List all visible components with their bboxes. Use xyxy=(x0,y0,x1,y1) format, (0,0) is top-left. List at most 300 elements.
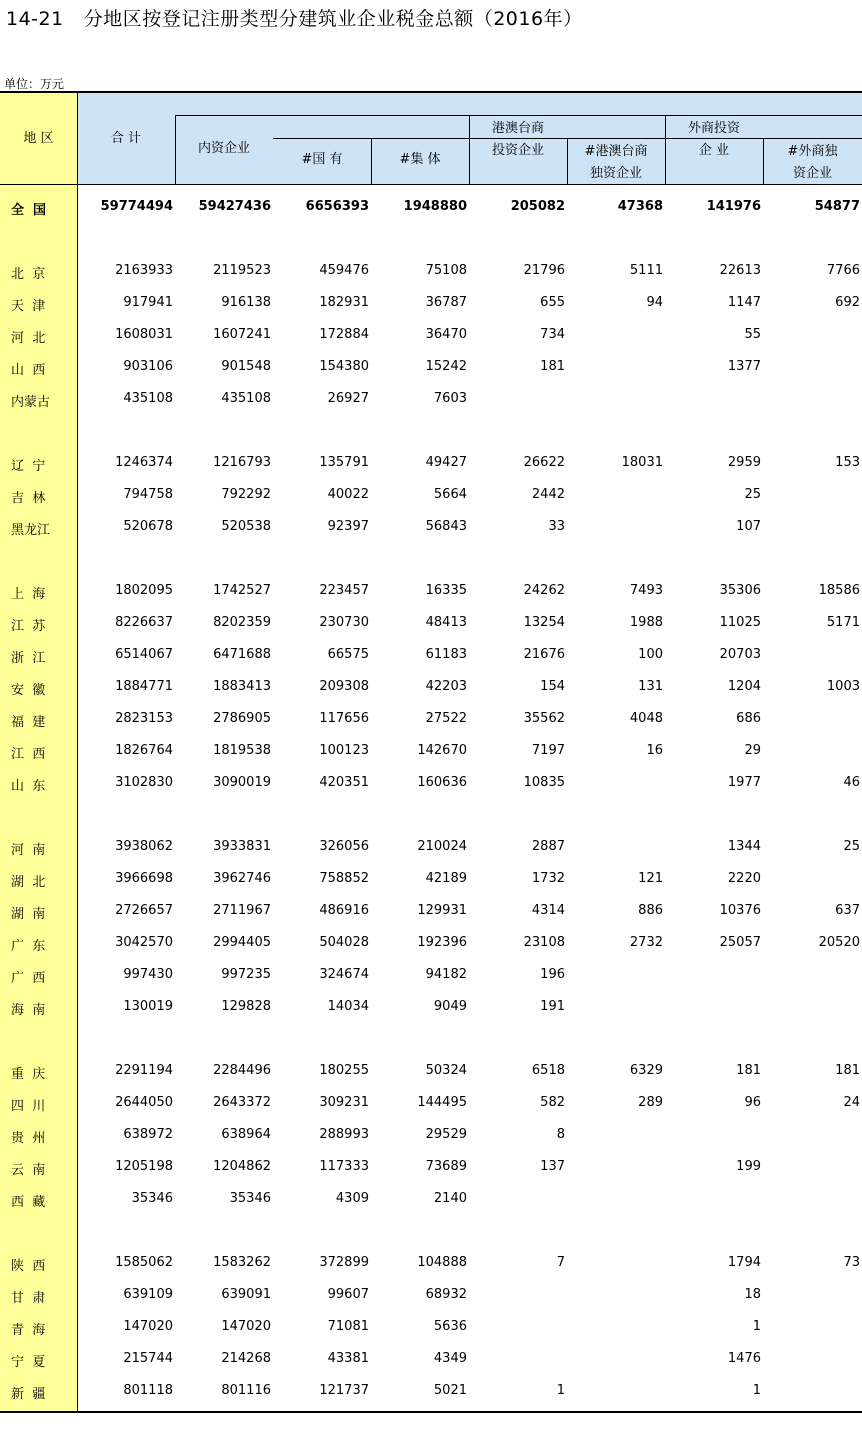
table-row xyxy=(0,671,862,703)
table-row xyxy=(0,319,862,351)
table-cell: 1977 xyxy=(727,775,761,790)
table-cell: 36787 xyxy=(425,295,467,310)
table-cell: 886 xyxy=(638,903,663,918)
table-cell: 59427436 xyxy=(198,199,271,214)
table-cell: 117656 xyxy=(319,711,369,726)
table-cell: 5664 xyxy=(433,487,467,502)
table-cell: 8202359 xyxy=(213,615,271,630)
table-cell: 372899 xyxy=(319,1255,369,1270)
table-cell: 35346 xyxy=(229,1191,271,1206)
table-cell: 47368 xyxy=(617,199,663,214)
region-name: 广 西 xyxy=(11,971,46,986)
table-row xyxy=(0,1119,862,1151)
table-row xyxy=(0,991,862,1023)
header-hmt-sole-line1: #港澳台商 xyxy=(584,144,648,159)
table-cell: 54877 xyxy=(814,199,860,214)
table-cell: 210024 xyxy=(417,839,467,854)
table-cell: 16335 xyxy=(425,583,467,598)
table-row xyxy=(0,287,862,319)
table-cell: 4314 xyxy=(531,903,565,918)
table-cell: 33 xyxy=(548,519,565,534)
table-cell: 71081 xyxy=(327,1319,369,1334)
table-cell: 1988 xyxy=(629,615,663,630)
header-hmt-sole-line2: 独资企业 xyxy=(589,166,642,182)
table-cell: 1246374 xyxy=(115,455,173,470)
table-cell: 639109 xyxy=(123,1287,173,1302)
table-cell: 24 xyxy=(843,1095,860,1110)
table-cell: 61183 xyxy=(425,647,467,662)
region-name: 内蒙古 xyxy=(11,395,51,410)
region-name: 浙 江 xyxy=(11,651,46,666)
table-row xyxy=(0,735,862,767)
table-cell: 209308 xyxy=(319,679,369,694)
table-cell: 40022 xyxy=(327,487,369,502)
table-cell: 1 xyxy=(752,1319,761,1334)
table-cell: 2119523 xyxy=(213,263,271,278)
header-foreign-sole-line2: 资企业 xyxy=(792,166,832,182)
region-name: 山 东 xyxy=(11,779,46,794)
table-cell: 25057 xyxy=(719,935,761,950)
table-row xyxy=(0,1311,862,1343)
table-cell: 2726657 xyxy=(115,903,173,918)
table-cell: 8226637 xyxy=(115,615,173,630)
table-cell: 22613 xyxy=(719,263,761,278)
table-cell: 1216793 xyxy=(213,455,271,470)
table-cell: 2711967 xyxy=(213,903,271,918)
table-cell: 692 xyxy=(835,295,860,310)
table-cell: 520538 xyxy=(221,519,271,534)
table-cell: 14034 xyxy=(327,999,369,1014)
table-cell: 1204 xyxy=(727,679,761,694)
table-cell: 7493 xyxy=(629,583,663,598)
region-name: 吉 林 xyxy=(11,491,46,506)
table-row xyxy=(0,1343,862,1375)
table-cell: 154380 xyxy=(319,359,369,374)
table-cell: 1476 xyxy=(727,1351,761,1366)
table-cell: 10376 xyxy=(719,903,761,918)
header-foreign-line2: 企 业 xyxy=(698,143,730,159)
table-cell: 5636 xyxy=(433,1319,467,1334)
table-cell: 1 xyxy=(752,1383,761,1398)
table-top-rule xyxy=(0,91,862,93)
table-cell: 2823153 xyxy=(115,711,173,726)
table-row xyxy=(0,1151,862,1183)
table-cell: 73689 xyxy=(425,1159,467,1174)
region-name: 福 建 xyxy=(11,715,46,730)
table-cell: 1205198 xyxy=(115,1159,173,1174)
table-cell: 638964 xyxy=(221,1127,271,1142)
table-cell: 46 xyxy=(843,775,860,790)
table-cell: 56843 xyxy=(425,519,467,534)
table-cell: 1585062 xyxy=(115,1255,173,1270)
table-cell: 2643372 xyxy=(213,1095,271,1110)
table-cell: 520678 xyxy=(123,519,173,534)
table-cell: 639091 xyxy=(221,1287,271,1302)
table-cell: 181 xyxy=(736,1063,761,1078)
region-name: 新 疆 xyxy=(11,1387,46,1402)
table-cell: 11025 xyxy=(719,615,761,630)
table-cell: 1794 xyxy=(727,1255,761,1270)
table-cell: 7766 xyxy=(826,263,860,278)
table-row xyxy=(0,1279,862,1311)
table-row xyxy=(0,479,862,511)
table-row xyxy=(0,1055,862,1087)
table-cell: 75108 xyxy=(425,263,467,278)
header-hmt xyxy=(469,118,567,162)
table-cell: 2284496 xyxy=(213,1063,271,1078)
table-cell: 1884771 xyxy=(115,679,173,694)
table-cell: 35346 xyxy=(131,1191,173,1206)
header-foreign-line1: 外商投资 xyxy=(687,121,740,136)
table-cell: 324674 xyxy=(319,967,369,982)
data-table xyxy=(0,91,862,1413)
region-name: 山 西 xyxy=(11,363,46,378)
table-cell: 3102830 xyxy=(115,775,173,790)
table-cell: 130019 xyxy=(123,999,173,1014)
table-cell: 154 xyxy=(540,679,565,694)
table-cell: 230730 xyxy=(319,615,369,630)
table-cell: 181 xyxy=(540,359,565,374)
table-cell: 1583262 xyxy=(213,1255,271,1270)
table-cell: 18586 xyxy=(818,583,860,598)
table-cell: 49427 xyxy=(425,455,467,470)
header-hmt-line2: 投资企业 xyxy=(491,143,544,159)
table-cell: 35562 xyxy=(523,711,565,726)
table-cell: 6514067 xyxy=(115,647,173,662)
table-row xyxy=(0,575,862,607)
table-row xyxy=(0,863,862,895)
table-cell: 2644050 xyxy=(115,1095,173,1110)
table-row xyxy=(0,895,862,927)
table-cell: 7197 xyxy=(531,743,565,758)
table-cell: 26622 xyxy=(523,455,565,470)
table-cell: 326056 xyxy=(319,839,369,854)
table-cell: 181 xyxy=(835,1063,860,1078)
table-cell: 27522 xyxy=(425,711,467,726)
table-cell: 1732 xyxy=(531,871,565,886)
table-cell: 42203 xyxy=(425,679,467,694)
table-cell: 25 xyxy=(744,487,761,502)
region-name: 北 京 xyxy=(11,267,46,282)
table-cell: 55 xyxy=(744,327,761,342)
table-cell: 686 xyxy=(736,711,761,726)
table-cell: 142670 xyxy=(417,743,467,758)
region-name: 河 北 xyxy=(11,331,46,346)
table-cell: 2786905 xyxy=(213,711,271,726)
table-cell: 68932 xyxy=(425,1287,467,1302)
table-cell: 3042570 xyxy=(115,935,173,950)
table-cell: 2887 xyxy=(531,839,565,854)
table-cell: 48413 xyxy=(425,615,467,630)
table-cell: 792292 xyxy=(221,487,271,502)
region-name: 西 藏 xyxy=(11,1195,46,1210)
table-cell: 192396 xyxy=(417,935,467,950)
table-cell: 1826764 xyxy=(115,743,173,758)
table-row xyxy=(0,511,862,543)
table-cell: 16 xyxy=(646,743,663,758)
table-cell: 8 xyxy=(556,1127,565,1142)
table-row xyxy=(0,639,862,671)
table-cell: 1819538 xyxy=(213,743,271,758)
table-cell: 1377 xyxy=(727,359,761,374)
table-cell: 1883413 xyxy=(213,679,271,694)
table-cell: 66575 xyxy=(327,647,369,662)
table-cell: 24262 xyxy=(523,583,565,598)
region-name: 黑龙江 xyxy=(11,523,51,538)
table-cell: 5171 xyxy=(826,615,860,630)
table-cell: 144495 xyxy=(417,1095,467,1110)
table-cell: 36470 xyxy=(425,327,467,342)
header-region: 地 区 xyxy=(23,131,54,146)
table-title: 分地区按登记注册类型分建筑业企业税金总额（2016年） xyxy=(83,8,583,30)
table-cell: 435108 xyxy=(123,391,173,406)
table-cell: 180255 xyxy=(319,1063,369,1078)
table-row xyxy=(0,1087,862,1119)
table-cell: 1802095 xyxy=(115,583,173,598)
table-cell: 25 xyxy=(843,839,860,854)
header-hmt-sole xyxy=(567,141,665,185)
table-cell: 1607241 xyxy=(213,327,271,342)
table-cell: 504028 xyxy=(319,935,369,950)
table-row xyxy=(0,959,862,991)
table-cell: 29529 xyxy=(425,1127,467,1142)
table-cell: 141976 xyxy=(706,199,761,214)
region-name: 云 南 xyxy=(11,1163,46,1178)
table-cell: 23108 xyxy=(523,935,565,950)
table-cell: 223457 xyxy=(319,583,369,598)
header-foreign-sole xyxy=(763,141,862,185)
table-cell: 42189 xyxy=(425,871,467,886)
table-cell: 121737 xyxy=(319,1383,369,1398)
table-row xyxy=(0,447,862,479)
table-cell: 172884 xyxy=(319,327,369,342)
table-cell: 1948880 xyxy=(403,199,467,214)
table-cell: 43381 xyxy=(327,1351,369,1366)
table-cell: 96 xyxy=(744,1095,761,1110)
table-cell: 997430 xyxy=(123,967,173,982)
table-cell: 459476 xyxy=(319,263,369,278)
table-cell: 2959 xyxy=(727,455,761,470)
table-cell: 309231 xyxy=(319,1095,369,1110)
region-name: 辽 宁 xyxy=(11,459,46,474)
table-cell: 191 xyxy=(540,999,565,1014)
table-cell: 6471688 xyxy=(213,647,271,662)
table-cell: 2220 xyxy=(727,871,761,886)
region-name: 宁 夏 xyxy=(11,1355,46,1370)
table-cell: 903106 xyxy=(123,359,173,374)
table-cell: 582 xyxy=(540,1095,565,1110)
region-name: 安 徽 xyxy=(11,683,46,698)
table-row xyxy=(0,831,862,863)
table-cell: 2163933 xyxy=(115,263,173,278)
table-cell: 435108 xyxy=(221,391,271,406)
table-cell: 3966698 xyxy=(115,871,173,886)
table-cell: 1003 xyxy=(826,679,860,694)
table-cell: 6656393 xyxy=(305,199,369,214)
table-cell: 2140 xyxy=(433,1191,467,1206)
table-cell: 3933831 xyxy=(213,839,271,854)
region-name: 重 庆 xyxy=(11,1067,46,1082)
table-cell: 1608031 xyxy=(115,327,173,342)
table-cell: 801118 xyxy=(123,1383,173,1398)
table-cell: 1 xyxy=(556,1383,565,1398)
table-cell: 92397 xyxy=(327,519,369,534)
table-cell: 901548 xyxy=(221,359,271,374)
table-cell: 129828 xyxy=(221,999,271,1014)
table-cell: 2442 xyxy=(531,487,565,502)
table-cell: 20703 xyxy=(719,647,761,662)
region-name: 甘 肃 xyxy=(11,1291,46,1306)
region-name: 青 海 xyxy=(11,1323,46,1338)
table-cell: 18031 xyxy=(621,455,663,470)
table-cell: 758852 xyxy=(319,871,369,886)
header-bottom-rule xyxy=(0,184,862,185)
table-row xyxy=(0,1183,862,1215)
table-cell: 205082 xyxy=(510,199,565,214)
header-foreign-sole-line1: #外商独 xyxy=(787,144,838,159)
table-cell: 9049 xyxy=(433,999,467,1014)
region-name: 湖 北 xyxy=(11,875,46,890)
table-cell: 2994405 xyxy=(213,935,271,950)
table-bottom-rule xyxy=(0,1411,862,1413)
region-name: 江 苏 xyxy=(11,619,46,634)
region-name: 四 川 xyxy=(11,1099,46,1114)
table-cell: 135791 xyxy=(319,455,369,470)
table-cell: 289 xyxy=(638,1095,663,1110)
region-name: 江 西 xyxy=(11,747,46,762)
header-foreign xyxy=(665,118,763,162)
table-cell: 21796 xyxy=(523,263,565,278)
table-cell: 917941 xyxy=(123,295,173,310)
table-cell: 1344 xyxy=(727,839,761,854)
table-cell: 59774494 xyxy=(100,199,173,214)
table-cell: 655 xyxy=(540,295,565,310)
table-cell: 10835 xyxy=(523,775,565,790)
table-row xyxy=(0,1375,862,1407)
header-total: 合 计 xyxy=(110,131,142,146)
region-name: 全 国 xyxy=(11,203,47,218)
table-cell: 794758 xyxy=(123,487,173,502)
table-cell: 117333 xyxy=(319,1159,369,1174)
header-hline-1 xyxy=(175,115,862,116)
table-cell: 215744 xyxy=(123,1351,173,1366)
table-cell: 100123 xyxy=(319,743,369,758)
header-hmt-line1: 港澳台商 xyxy=(491,121,544,136)
table-cell: 20520 xyxy=(818,935,860,950)
table-row xyxy=(0,1247,862,1279)
table-cell: 1204862 xyxy=(213,1159,271,1174)
table-row xyxy=(0,191,862,223)
unit-label: 单位：万元 xyxy=(4,77,65,91)
region-name: 海 南 xyxy=(11,1003,46,1018)
table-cell: 486916 xyxy=(319,903,369,918)
region-name: 贵 州 xyxy=(11,1131,46,1146)
table-cell: 26927 xyxy=(327,391,369,406)
table-cell: 94182 xyxy=(425,967,467,982)
table-row xyxy=(0,703,862,735)
table-cell: 104888 xyxy=(417,1255,467,1270)
table-cell: 3090019 xyxy=(213,775,271,790)
region-name: 湖 南 xyxy=(11,907,46,922)
table-cell: 131 xyxy=(638,679,663,694)
table-cell: 73 xyxy=(843,1255,860,1270)
table-cell: 50324 xyxy=(425,1063,467,1078)
table-row xyxy=(0,927,862,959)
table-row xyxy=(0,255,862,287)
region-name: 陕 西 xyxy=(11,1259,46,1274)
table-cell: 4349 xyxy=(433,1351,467,1366)
table-cell: 5021 xyxy=(433,1383,467,1398)
table-cell: 147020 xyxy=(221,1319,271,1334)
table-cell: 734 xyxy=(540,327,565,342)
table-cell: 1742527 xyxy=(213,583,271,598)
table-cell: 3962746 xyxy=(213,871,271,886)
region-name: 天 津 xyxy=(11,299,46,314)
table-cell: 137 xyxy=(540,1159,565,1174)
table-cell: 2291194 xyxy=(115,1063,173,1078)
region-name: 广 东 xyxy=(11,939,46,954)
table-row xyxy=(0,607,862,639)
table-cell: 129931 xyxy=(417,903,467,918)
table-cell: 13254 xyxy=(523,615,565,630)
table-cell: 21676 xyxy=(523,647,565,662)
table-cell: 153 xyxy=(835,455,860,470)
table-cell: 916138 xyxy=(221,295,271,310)
header-state-owned: #国 有 xyxy=(301,152,343,167)
table-cell: 1147 xyxy=(727,295,761,310)
table-cell: 637 xyxy=(835,903,860,918)
table-cell: 99607 xyxy=(327,1287,369,1302)
table-cell: 6518 xyxy=(531,1063,565,1078)
table-number: 14-21 xyxy=(6,8,64,30)
table-cell: 420351 xyxy=(319,775,369,790)
table-cell: 2732 xyxy=(629,935,663,950)
table-cell: 6329 xyxy=(629,1063,663,1078)
table-cell: 100 xyxy=(638,647,663,662)
table-cell: 199 xyxy=(736,1159,761,1174)
table-cell: 7603 xyxy=(433,391,467,406)
table-cell: 5111 xyxy=(629,263,663,278)
table-row xyxy=(0,767,862,799)
table-cell: 196 xyxy=(540,967,565,982)
table-cell: 29 xyxy=(744,743,761,758)
table-cell: 107 xyxy=(736,519,761,534)
table-cell: 288993 xyxy=(319,1127,369,1142)
header-domestic: 内资企业 xyxy=(197,141,250,156)
table-cell: 4309 xyxy=(335,1191,369,1206)
table-cell: 94 xyxy=(646,295,663,310)
table-cell: 35306 xyxy=(719,583,761,598)
region-name: 河 南 xyxy=(11,843,46,858)
header-collective: #集 体 xyxy=(399,152,441,167)
table-cell: 160636 xyxy=(417,775,467,790)
table-cell: 801116 xyxy=(221,1383,271,1398)
table-cell: 214268 xyxy=(221,1351,271,1366)
table-cell: 4048 xyxy=(629,711,663,726)
table-row xyxy=(0,351,862,383)
table-cell: 997235 xyxy=(221,967,271,982)
table-cell: 182931 xyxy=(319,295,369,310)
table-cell: 7 xyxy=(556,1255,565,1270)
table-cell: 121 xyxy=(638,871,663,886)
table-cell: 147020 xyxy=(123,1319,173,1334)
page-title xyxy=(6,4,583,31)
table-cell: 15242 xyxy=(425,359,467,374)
region-name: 上 海 xyxy=(11,587,46,602)
table-row xyxy=(0,383,862,415)
table-cell: 18 xyxy=(744,1287,761,1302)
table-cell: 3938062 xyxy=(115,839,173,854)
